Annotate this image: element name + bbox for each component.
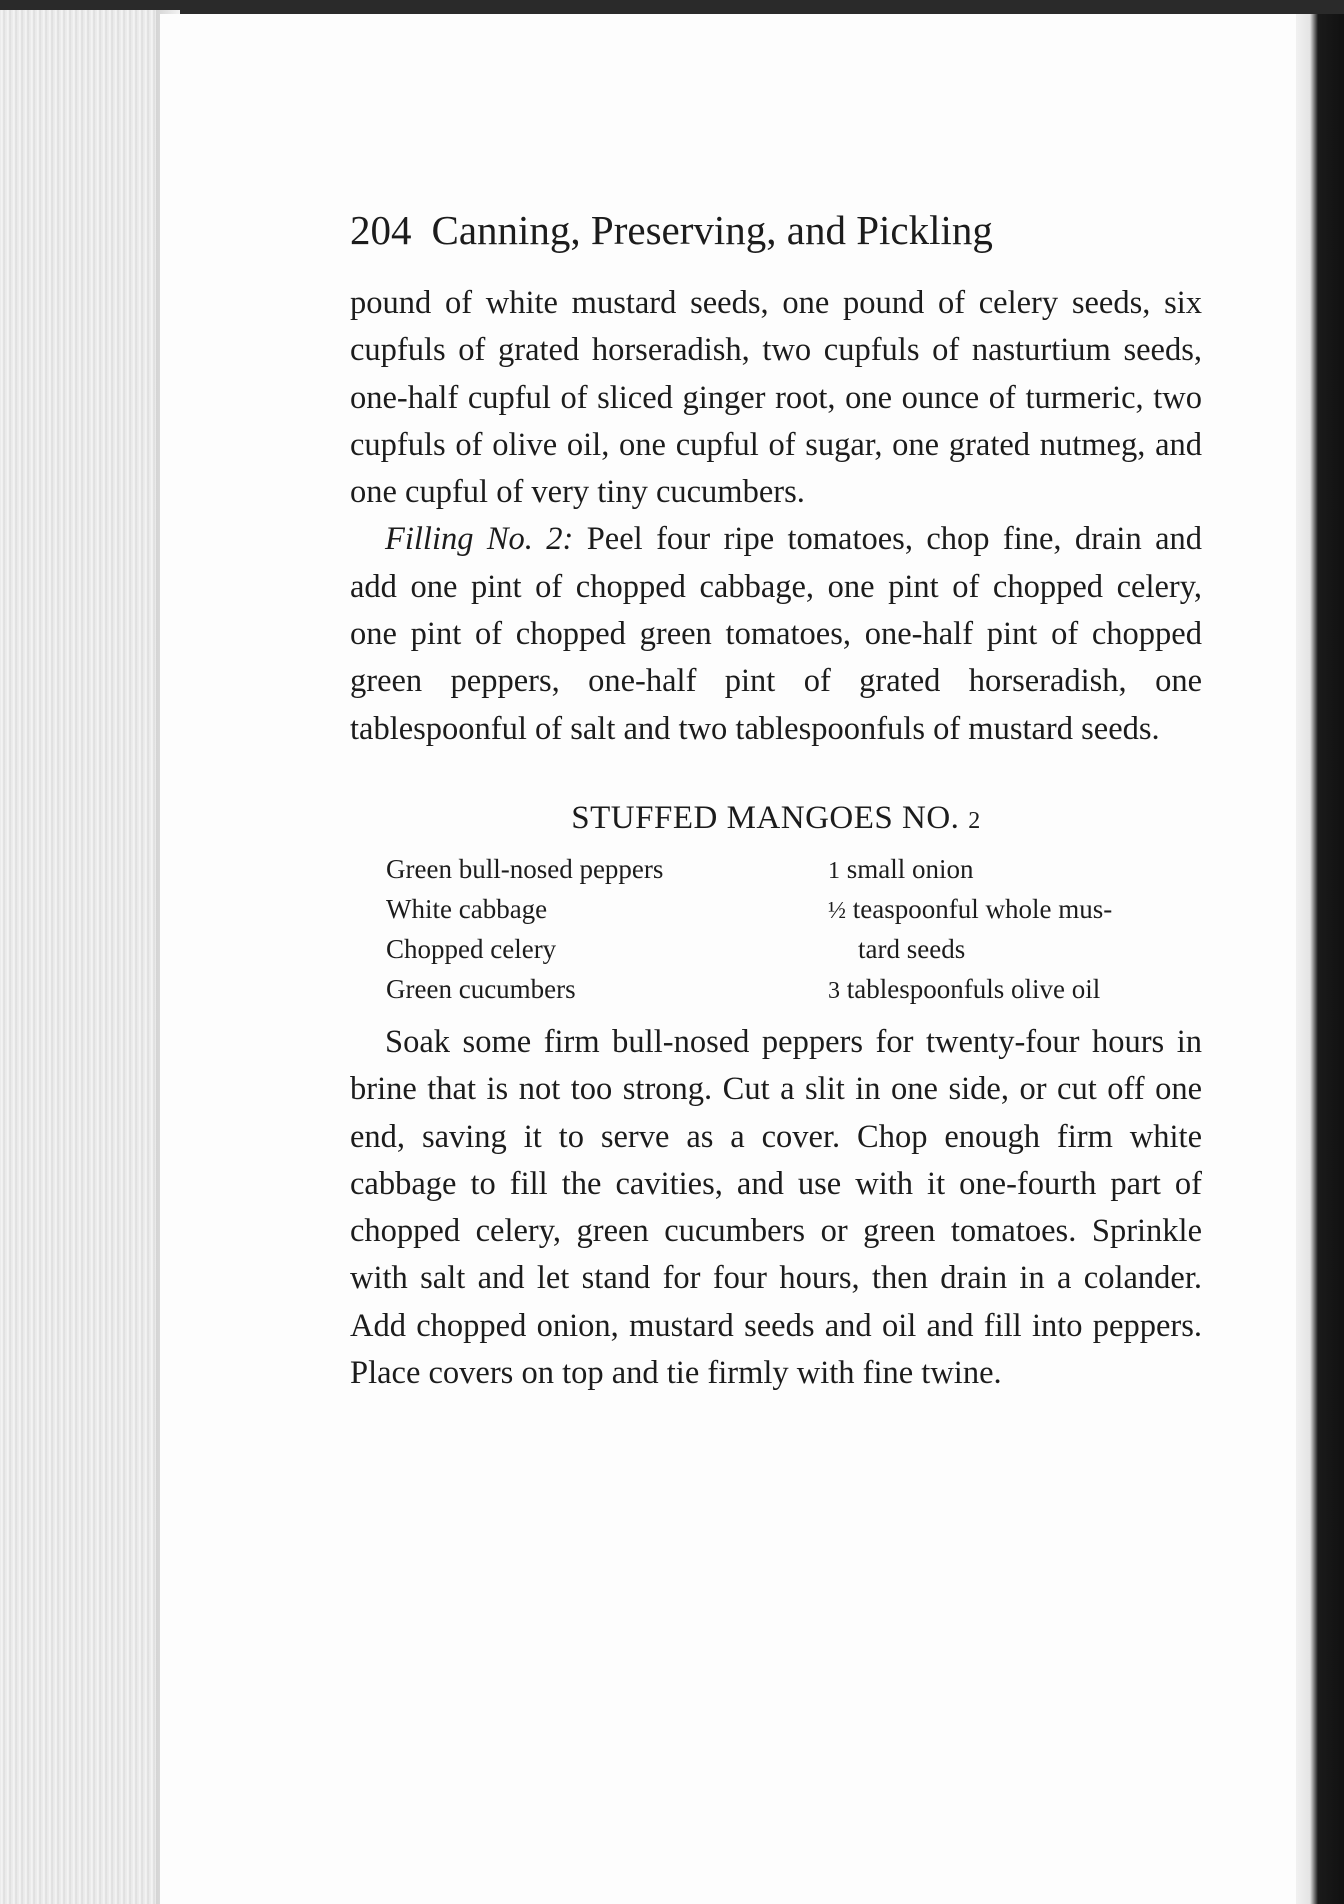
recipe-title <box>350 797 1202 839</box>
ingredient-item <box>828 969 1112 1009</box>
ingredient-text: tablespoonfuls olive oil <box>840 973 1101 1004</box>
ingredient-quantity: 1 <box>828 857 840 884</box>
continued-paragraph: pound of white mustard seeds, one pound of celery seeds, six cupfuls of grated horseradish, two cupfuls of nasturtium seeds, one-half cupful of sliced ginger root, one ounce of turmeric, two cupfuls of olive oil, one cupful of sugar, one grated nutmeg, and one cupful of very tiny cucumbers. <box>350 285 1202 511</box>
ingredient-item <box>828 849 1112 889</box>
ingredients-right-column <box>828 849 1112 1009</box>
page-content <box>350 200 1202 1397</box>
ingredient-item <box>828 889 1112 929</box>
ingredient-text: teaspoonful whole mus- <box>846 893 1113 924</box>
ingredient-item: Green cucumbers <box>386 973 576 1004</box>
book-page-edges <box>0 10 180 1904</box>
recipe-title-text: STUFFED MANGOES NO. <box>571 799 960 836</box>
recipe-title-number: 2 <box>968 807 981 834</box>
ingredient-text: tard seeds <box>858 933 966 964</box>
ingredient-quantity: 3 <box>828 977 840 1004</box>
ingredients-left-column <box>386 849 663 1009</box>
running-title: Canning, Preserving, and Pickling <box>431 207 993 253</box>
ingredient-item: Green bull-nosed peppers <box>386 853 664 884</box>
filling-label: Filling No. 2: <box>385 521 574 558</box>
running-head <box>350 200 1202 260</box>
ingredient-quantity: ½ <box>828 897 846 924</box>
facing-page-edge <box>1296 14 1344 1904</box>
ingredient-item: Chopped celery <box>386 933 557 964</box>
ingredients-list <box>350 849 1202 1015</box>
page-number: 204 <box>350 207 412 253</box>
filling-text: Peel four ripe tomatoes, chop fine, drain and add one pint of chopped cabbage, one pint of chopped celery, one pint of chopped green tomatoes, one-half pint of chopped green peppers, one-half pint of grated horseradish, one tablespoonful of salt and two tablespoonfuls of mustard seeds. <box>350 521 1202 747</box>
filling-paragraph <box>350 516 1202 752</box>
ingredient-item: White cabbage <box>386 893 548 924</box>
instructions-paragraph: Soak some firm bull-nosed peppers for twenty-four hours in brine that is not too strong. Cut a slit in one side, or cut off one end, saving it to serve as a cover. Chop enough firm white cabbage to fill the cavities, and use with it one-fourth part of chopped celery, green cucumbers or green tomatoes. Sprinkle with salt and let stand for four hours, then drain in a colander. Add chopped onion, mustard seeds and oil and fill into peppers. Place covers on top and tie firmly with fine twine. <box>350 1023 1202 1392</box>
ingredient-text: small onion <box>840 853 974 884</box>
ingredient-item <box>828 929 1112 969</box>
